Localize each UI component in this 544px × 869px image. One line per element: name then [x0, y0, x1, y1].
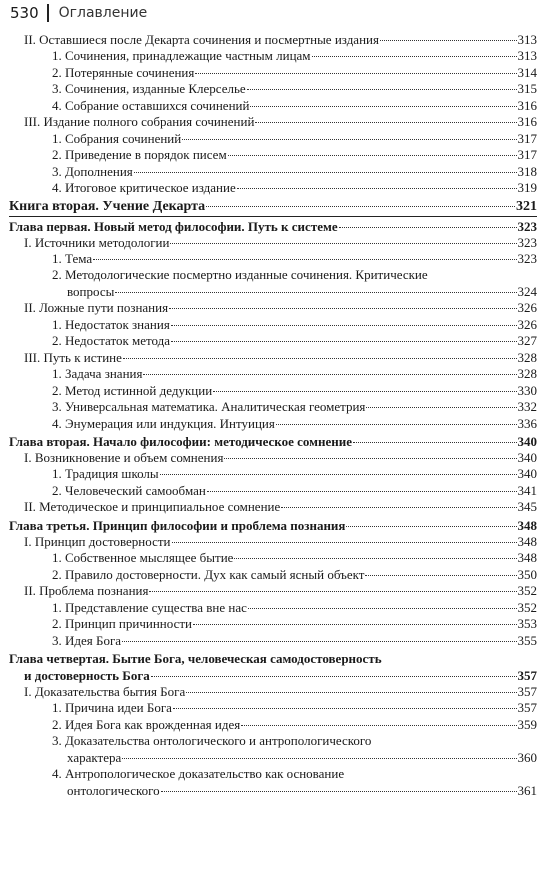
toc-entry-subsection [9, 733, 537, 766]
toc-page-number: 352 [517, 599, 537, 615]
dot-leader [366, 407, 516, 408]
toc-page-number: 328 [517, 366, 537, 382]
toc-entry-section [9, 583, 537, 599]
toc-entry-subsection [9, 766, 537, 799]
dot-leader [172, 542, 517, 543]
dot-leader [346, 526, 516, 527]
toc-entry-title: III. Путь к истине [24, 349, 122, 365]
toc-page-number: 357 [517, 667, 537, 683]
toc-entry-title: I. Источники методологии [24, 234, 170, 250]
toc-entry-subsection [9, 466, 537, 482]
toc-entry-subsection [9, 333, 537, 349]
dot-leader [151, 676, 517, 677]
dot-leader [224, 458, 516, 459]
toc-page-number: 360 [517, 749, 537, 765]
dot-leader [248, 608, 517, 609]
toc-page-number: 323 [517, 234, 537, 250]
toc-page-number: 350 [517, 566, 537, 582]
dot-leader [143, 374, 516, 375]
toc-entry-chapter [9, 517, 537, 534]
toc-page-number: 313 [517, 48, 537, 64]
dot-leader [207, 491, 517, 492]
toc-entry-title: I. Доказательства бытия Бога [24, 683, 186, 699]
dot-leader [237, 188, 517, 189]
toc-entry-subsection [9, 616, 537, 632]
dot-leader [206, 206, 515, 207]
dot-leader [171, 325, 517, 326]
dot-leader [353, 442, 516, 443]
toc-entry-subsection [9, 131, 537, 147]
dot-leader [312, 56, 517, 57]
toc-page-number: 317 [517, 130, 537, 146]
toc-entry-title: 1. Недостаток знания [52, 316, 170, 332]
toc-page-number: 348 [517, 517, 537, 533]
dot-leader [193, 624, 517, 625]
dot-leader [134, 172, 517, 173]
toc-entry-title: II. Оставшиеся после Декарта сочинения и посмертные издания [24, 32, 379, 47]
toc-page-number: 316 [517, 114, 537, 130]
toc-page-number: 332 [517, 399, 537, 415]
toc-page-number: 340 [517, 449, 537, 465]
toc-entry-section [9, 684, 537, 700]
toc-entry-subsection [9, 267, 537, 300]
toc-page-number: 353 [517, 616, 537, 632]
toc-entry-title: 1. Сочинения, принадлежащие частным лицам [52, 48, 311, 64]
toc-page-number: 361 [517, 782, 537, 798]
dot-leader [173, 708, 517, 709]
toc-entry-title: 4. Собрание оставшихся сочинений [52, 97, 250, 113]
toc-entry-book [9, 198, 537, 216]
dot-leader [255, 122, 516, 123]
toc-entry-subsection [9, 399, 537, 415]
dot-leader [339, 227, 517, 228]
toc-entry-subsection [9, 81, 537, 97]
dot-leader [171, 341, 516, 342]
toc-entry-section [9, 32, 537, 48]
dot-leader [195, 73, 516, 74]
section-title: Оглавление [58, 5, 148, 21]
toc-entry-subsection [9, 147, 537, 163]
dot-leader [234, 558, 516, 559]
toc-entry-title: Глава третья. Принцип философии и проблема познания [9, 517, 346, 533]
toc-entry-section [9, 450, 537, 466]
toc-page-number: 326 [517, 316, 537, 332]
toc-entry-subsection [9, 98, 537, 114]
toc-entry-title: II. Проблема познания [24, 583, 149, 599]
toc-entry-title-line1: 4. Антропологическое доказательство как основание [52, 766, 345, 782]
dot-leader [170, 243, 516, 244]
dot-leader [247, 89, 517, 90]
dot-leader [281, 507, 516, 508]
toc-entry-subsection [9, 483, 537, 499]
toc-entry-subsection [9, 383, 537, 399]
dot-leader [122, 641, 516, 642]
toc-entry-subsection [9, 700, 537, 716]
toc-page-number: 352 [517, 583, 537, 599]
toc-page-number: 340 [517, 466, 537, 482]
toc-entry-title: 3. Сочинения, изданные Клерселье [52, 81, 246, 97]
toc-entry-section [9, 235, 537, 251]
toc-entry-chapter [9, 218, 537, 235]
toc-entry-subsection [9, 633, 537, 649]
toc-entry-title: I. Возникновение и объем сомнения [24, 449, 224, 465]
toc-page-number: 315 [517, 81, 537, 97]
dot-leader [380, 40, 517, 41]
toc-page-number: 330 [517, 382, 537, 398]
toc-entry-title: 2. Недостаток метода [52, 333, 171, 349]
toc-entry-title: 2. Правило достоверности. Дух как самый ясный объект [52, 566, 365, 582]
toc-page-number: 336 [517, 415, 537, 431]
toc-entry-title: Книга вторая. Учение Декарта [9, 198, 206, 214]
toc-entry-subsection [9, 416, 537, 432]
toc-entry-title: 2. Метод истинной дедукции [52, 382, 213, 398]
toc-page-number: 357 [517, 683, 537, 699]
toc-entry-title-line1: Глава четвертая. Бытие Бога, человеческая самодостоверность [9, 650, 382, 666]
toc-entry-title: II. Ложные пути познания [24, 300, 169, 316]
toc-entry-title: 2. Человеческий самообман [52, 482, 206, 498]
dot-leader [241, 725, 516, 726]
toc-page-number: 319 [517, 180, 537, 196]
toc-entry-section [9, 300, 537, 316]
dot-leader [161, 791, 517, 792]
toc-page-number: 323 [517, 250, 537, 266]
toc-entry-section [9, 534, 537, 550]
toc-entry-title: II. Методическое и принципиальное сомнение [24, 499, 281, 515]
toc-entry-section [9, 114, 537, 130]
dot-leader [228, 155, 517, 156]
toc-page-number: 355 [517, 632, 537, 648]
dot-leader [213, 391, 516, 392]
toc-entry-title: и достоверность Бога [24, 667, 150, 683]
toc-entry-subsection [9, 65, 537, 81]
toc-page-number: 318 [517, 163, 537, 179]
toc-page-number: 357 [517, 700, 537, 716]
dot-leader [182, 139, 516, 140]
toc-entry-title: III. Издание полного собрания сочинений [24, 114, 255, 130]
toc-page-number: 345 [517, 499, 537, 515]
toc-page-number: 328 [517, 349, 537, 365]
toc-entry-title: Глава вторая. Начало философии: методическое сомнение [9, 433, 353, 449]
toc-entry-title: 1. Традиция школы [52, 466, 159, 482]
toc-page-number: 317 [517, 147, 537, 163]
toc-entry-title: характера [67, 749, 122, 765]
dot-leader [250, 106, 516, 107]
toc-entry-title: 1. Собрания сочинений [52, 130, 182, 146]
toc-page-number: 327 [517, 333, 537, 349]
toc-page-number: 359 [517, 716, 537, 732]
toc-entry-title: 3. Дополнения [52, 163, 133, 179]
dot-leader [149, 591, 516, 592]
toc-entry-title: 1. Представление существа вне нас [52, 599, 247, 615]
toc-entry-title: 2. Идея Бога как врожденная идея [52, 716, 241, 732]
toc-page-number: 340 [517, 433, 537, 449]
toc-page-number: 324 [517, 283, 537, 299]
toc-entry-chapter [9, 650, 537, 684]
toc-entry-subsection [9, 550, 537, 566]
toc-entry-subsection [9, 717, 537, 733]
toc-entry-title: 2. Принцип причинности [52, 616, 192, 632]
page-number: 530 [10, 4, 39, 22]
toc-entry-title: 1. Тема [52, 250, 93, 266]
toc-page-number: 316 [517, 97, 537, 113]
table-of-contents [9, 32, 537, 799]
toc-page-number: 348 [517, 533, 537, 549]
toc-entry-title-line1: 3. Доказательства онтологического и антропологического [52, 733, 372, 749]
running-head [10, 3, 147, 23]
toc-entry-title: 3. Универсальная математика. Аналитическая геометрия [52, 399, 366, 415]
toc-entry-subsection [9, 251, 537, 267]
divider-rule [9, 216, 537, 217]
toc-entry-section [9, 350, 537, 366]
dot-leader [169, 308, 516, 309]
toc-page-number: 323 [517, 218, 537, 234]
dot-leader [122, 758, 516, 759]
toc-page-number: 348 [517, 550, 537, 566]
toc-page-number: 314 [517, 64, 537, 80]
toc-entry-subsection [9, 48, 537, 64]
toc-entry-title: онтологического [67, 782, 160, 798]
toc-entry-title: I. Принцип достоверности [24, 533, 171, 549]
toc-entry-subsection [9, 600, 537, 616]
toc-entry-title: 2. Приведение в порядок писем [52, 147, 227, 163]
toc-entry-section [9, 499, 537, 515]
toc-entry-title: 1. Задача знания [52, 366, 143, 382]
dot-leader [186, 692, 516, 693]
dot-leader [123, 358, 517, 359]
toc-page-number: 313 [517, 32, 537, 47]
toc-entry-chapter [9, 433, 537, 450]
toc-entry-title: 3. Идея Бога [52, 632, 122, 648]
dot-leader [93, 259, 516, 260]
toc-entry-subsection [9, 180, 537, 196]
toc-entry-subsection [9, 317, 537, 333]
toc-entry-title-line1: 2. Методологические посмертно изданные сочинения. Критические [52, 267, 428, 283]
dot-leader [115, 292, 516, 293]
toc-entry-title: 4. Энумерация или индукция. Интуиция [52, 415, 275, 431]
toc-entry-title: вопросы [67, 283, 115, 299]
toc-entry-title: 1. Причина идеи Бога [52, 700, 172, 716]
dot-leader [365, 575, 516, 576]
dot-leader [160, 474, 517, 475]
toc-entry-title: Глава первая. Новый метод философии. Путь к системе [9, 218, 338, 234]
toc-entry-title: 4. Итоговое критическое издание [52, 180, 236, 196]
toc-page-number: 321 [516, 198, 537, 214]
dot-leader [276, 424, 517, 425]
toc-entry-title: 2. Потерянные сочинения [52, 64, 195, 80]
toc-entry-subsection [9, 164, 537, 180]
toc-page-number: 326 [517, 300, 537, 316]
toc-entry-title: 1. Собственное мыслящее бытие [52, 550, 234, 566]
toc-page-number: 341 [517, 482, 537, 498]
toc-entry-subsection [9, 567, 537, 583]
header-divider [47, 4, 49, 22]
toc-entry-subsection [9, 366, 537, 382]
